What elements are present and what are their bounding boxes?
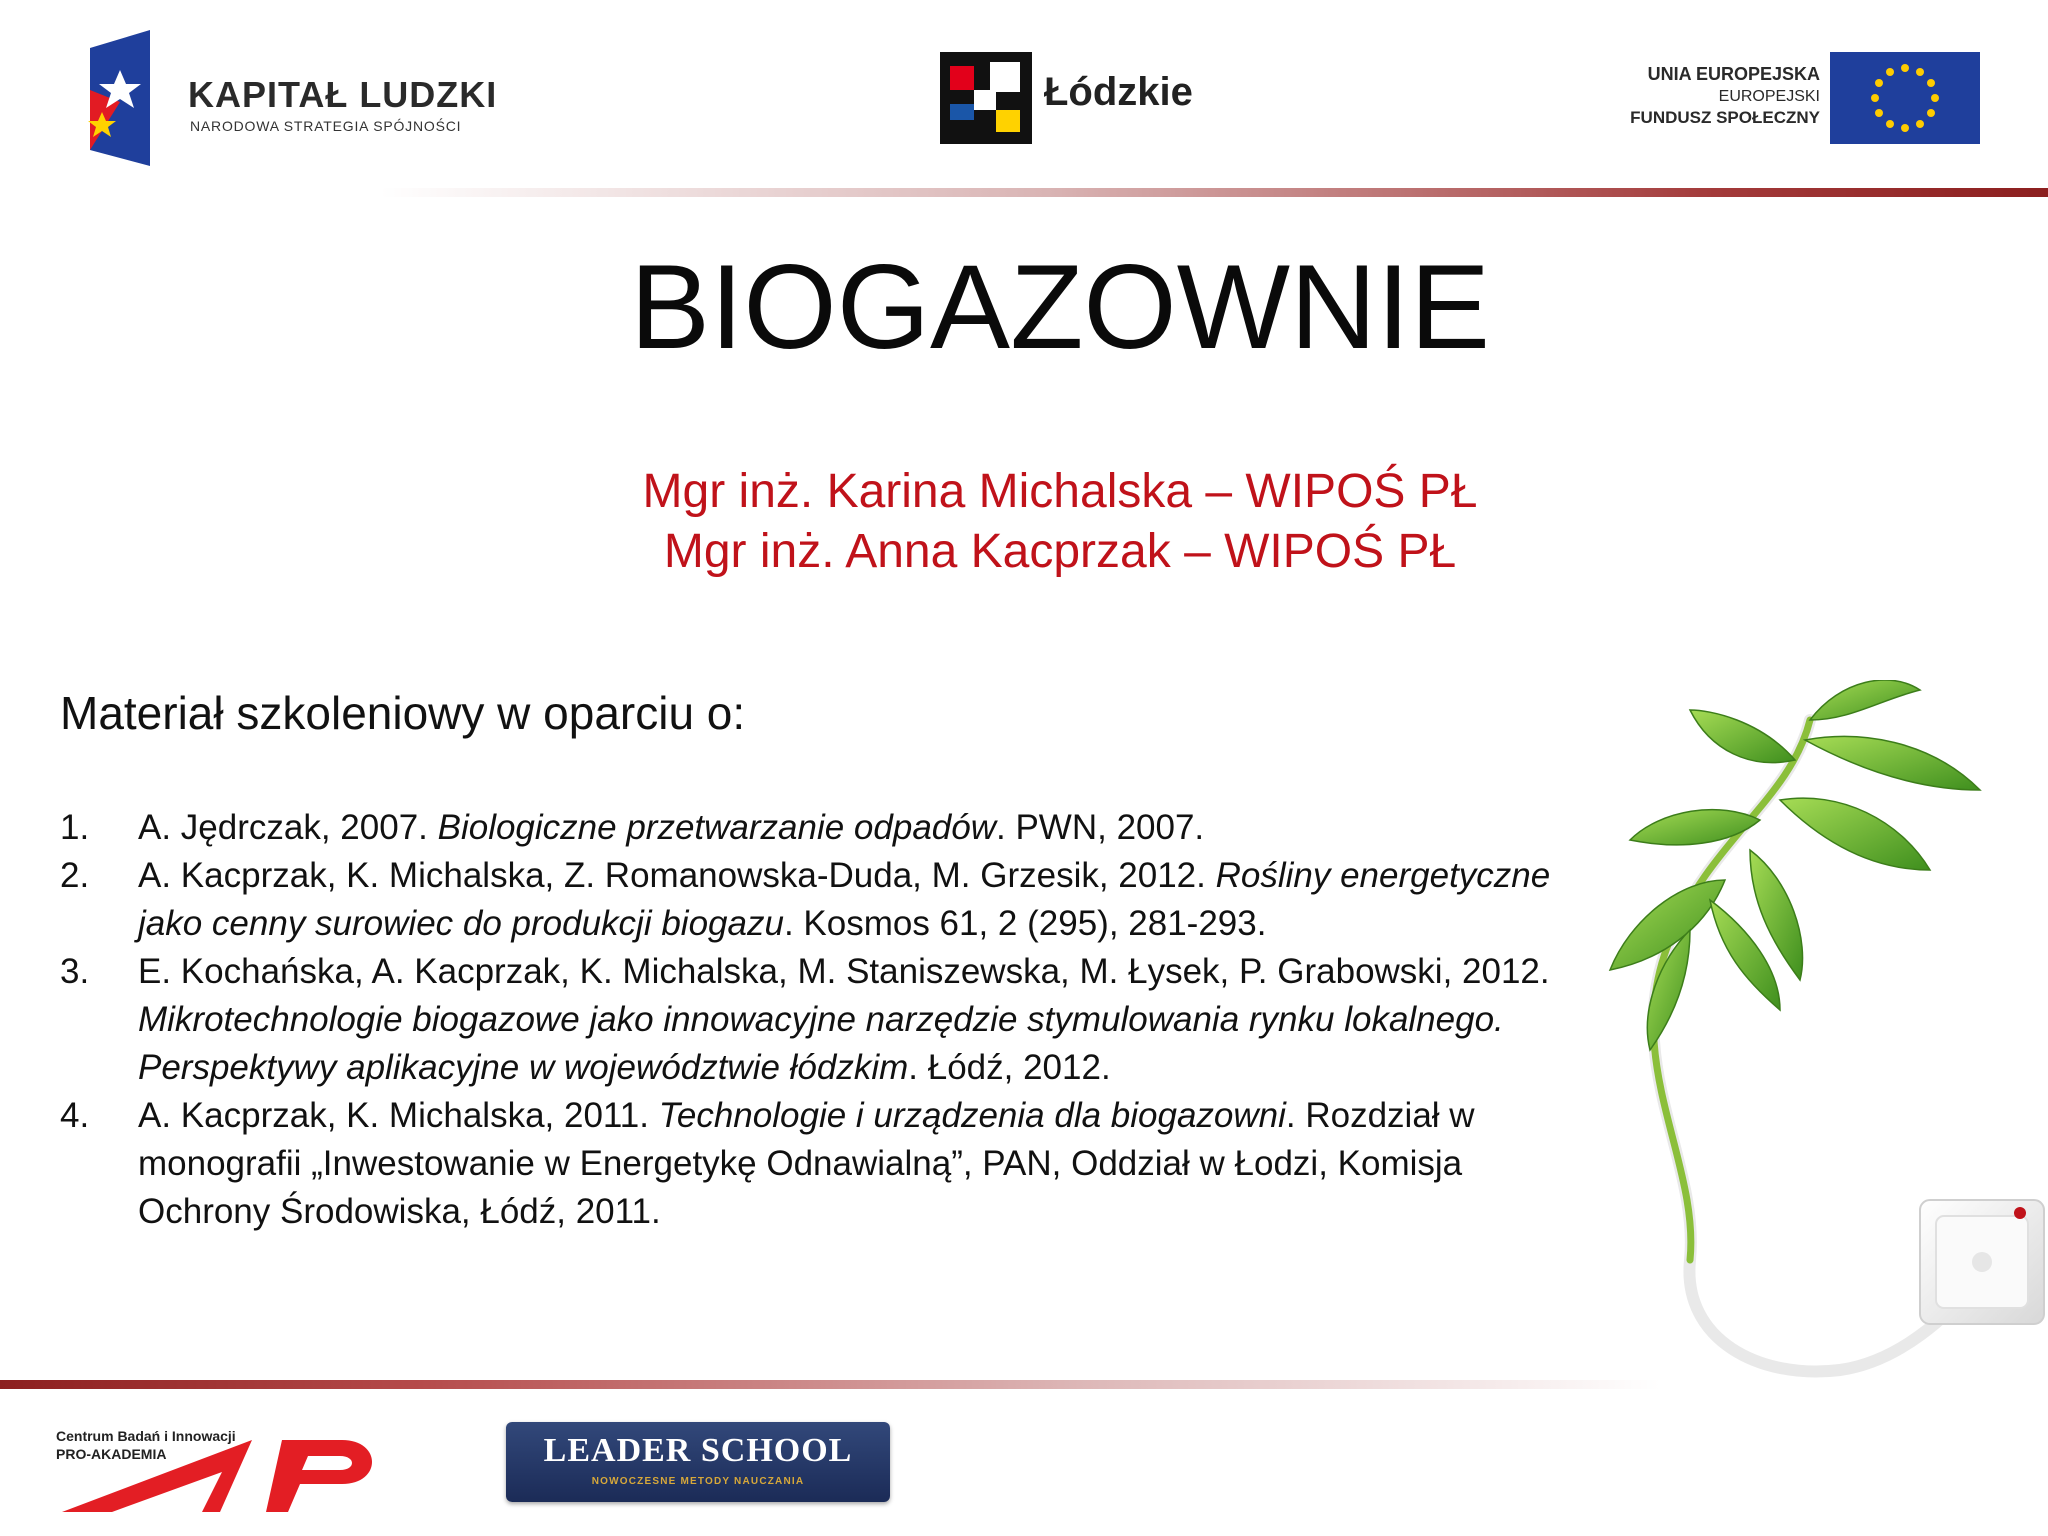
- leader-school-logo: [506, 1422, 890, 1502]
- reference-number: 1.: [60, 808, 90, 847]
- reference-text: A. Kacprzak, K. Michalska, 2011.: [138, 1096, 659, 1135]
- header-divider: [380, 188, 2048, 197]
- reference-item: [60, 1092, 1560, 1236]
- author-line: Mgr inż. Karina Michalska – WIPOŚ PŁ: [642, 465, 1478, 518]
- reference-item: [60, 948, 1560, 1092]
- references-list: [60, 804, 1560, 1236]
- reference-title: Mikrotechnologie biogazowe jako innowacyjne narzędzie stymulowania rynku lokalnego. Perspektywy aplikacyjne w województwie łódzkim: [138, 1000, 1504, 1087]
- leader-school-title: LEADER SCHOOL: [543, 1432, 853, 1469]
- eu-line-2: EUROPEJSKI: [1718, 88, 1820, 105]
- reference-item: [60, 852, 1560, 948]
- footer-divider: [0, 1380, 1660, 1389]
- reference-number: 2.: [60, 856, 90, 895]
- reference-text: A. Jędrczak, 2007.: [138, 808, 438, 847]
- pro-akademia-logo: [52, 1420, 372, 1520]
- kapital-ludzki-title: KAPITAŁ LUDZKI: [188, 74, 498, 115]
- reference-text: . PWN, 2007.: [996, 808, 1205, 847]
- reference-item: [60, 804, 1560, 852]
- eu-flag-icon: [1830, 52, 1980, 144]
- lodzkie-emblem-icon: [940, 52, 1032, 144]
- kapital-ludzki-logo: [80, 30, 520, 170]
- lodzkie-label: Łódzkie: [1044, 70, 1193, 114]
- author-line: Mgr inż. Anna Kacprzak – WIPOŚ PŁ: [663, 525, 1457, 578]
- plant-socket-illustration: [1460, 680, 2048, 1420]
- kapital-ludzki-subtitle: NARODOWA STRATEGIA SPÓJNOŚCI: [190, 118, 462, 134]
- intro-text: Materiał szkoleniowy w oparciu o:: [60, 687, 746, 739]
- reference-text: . Rozdział w monografii „Inwestowanie w Energetykę Odnawialną”, PAN, Oddział w Łodzi, Komisja Ochrony Środowiska, Łódź, 2011.: [138, 1096, 1475, 1231]
- lodzkie-logo: [940, 48, 1200, 148]
- reference-text: E. Kochańska, A. Kacprzak, K. Michalska, M. Staniszewska, M. Łysek, P. Grabowski, 2012.: [138, 952, 1550, 991]
- authors-block: [560, 462, 1560, 582]
- eu-line-3: FUNDUSZ SPOŁECZNY: [1630, 108, 1820, 127]
- reference-text: . Łódź, 2012.: [908, 1048, 1111, 1087]
- reference-text: A. Kacprzak, K. Michalska, Z. Romanowska-Duda, M. Grzesik, 2012.: [138, 856, 1216, 895]
- pro-akademia-line-1: Centrum Badań i Innowacji: [56, 1428, 236, 1444]
- slide-title: BIOGAZOWNIE: [629, 240, 1491, 374]
- reference-number: 4.: [60, 1096, 90, 1135]
- reference-title: Rośliny energetyczne jako cenny surowiec do produkcji biogazu: [138, 856, 1551, 943]
- reference-title: Biologiczne przetwarzanie odpadów: [437, 808, 997, 847]
- reference-number: 3.: [60, 952, 90, 991]
- kapital-ludzki-emblem-icon: [80, 30, 180, 170]
- pro-akademia-emblem-icon: [52, 1420, 372, 1520]
- eu-logo: [1620, 50, 1980, 150]
- reference-text: . Kosmos 61, 2 (295), 281-293.: [783, 904, 1267, 943]
- leader-school-subtitle: NOWOCZESNE METODY NAUCZANIA: [591, 1476, 805, 1487]
- eu-line-1: UNIA EUROPEJSKA: [1647, 64, 1820, 84]
- pro-akademia-line-2: PRO-AKADEMIA: [56, 1446, 167, 1462]
- reference-title: Technologie i urządzenia dla biogazowni: [658, 1096, 1286, 1135]
